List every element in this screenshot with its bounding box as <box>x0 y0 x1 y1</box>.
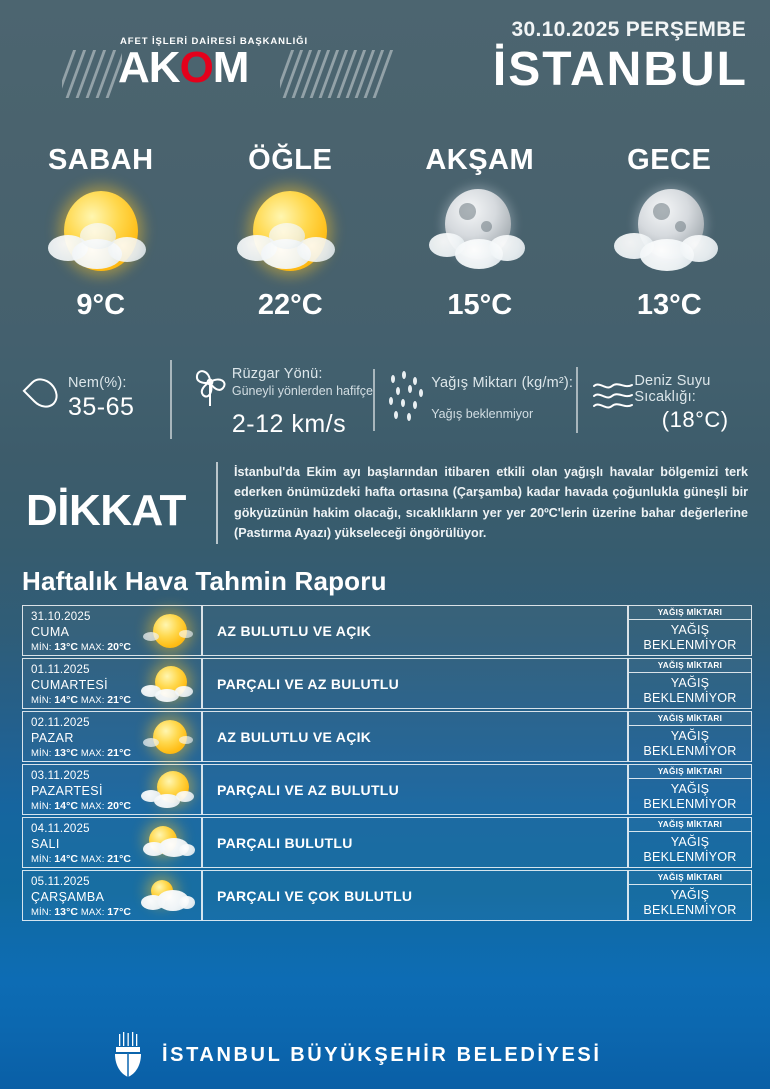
warning-text: İstanbul'da Ekim ayı başlarından itibaren etkili olan yağışlı havalar bölgemizi terk ederken önümüzdeki hafta ortasına (Çarşamba) kadar havada çoğunlukla güneşli bir gökyüzünün hakim olacağı, sıcaklıkların yer yer 20ºC'lerin üzerine bahar değerlerine (Pastırma Ayazı) yükseleceği öngörülüyor. <box>216 462 748 544</box>
table-row <box>22 870 752 921</box>
akom-logo <box>62 36 402 106</box>
rain-drops-icon <box>385 369 431 431</box>
footer-text: İSTANBUL BÜYÜKŞEHİR BELEDİYESİ <box>162 1043 602 1066</box>
row-date: 04.11.2025 <box>31 823 90 835</box>
row-day-cell <box>22 711 202 762</box>
logo-stripes-right <box>280 50 396 98</box>
header-city: İSTANBUL <box>492 43 748 96</box>
weekly-forecast-title: Haftalık Hava Tahmin Raporu <box>22 566 387 596</box>
table-row <box>22 658 752 709</box>
row-day-cell <box>22 605 202 656</box>
warning-title: DİKKAT <box>26 486 186 535</box>
rain-header: YAĞIŞ MİKTARI <box>628 817 752 832</box>
row-day-cell <box>22 764 202 815</box>
row-weekday: PAZARTESİ <box>31 783 103 798</box>
wind-direction: Güneyli yönlerden hafifçe <box>231 384 373 398</box>
row-day-cell <box>22 658 202 709</box>
sun-icon <box>139 612 195 652</box>
table-row <box>22 817 752 868</box>
akom-tagline: AFET İŞLERİ DAİRESİ BAŞKANLIĞI <box>120 36 308 47</box>
sun-behind-cloud-icon <box>139 824 195 864</box>
row-weekday: CUMARTESİ <box>31 677 108 692</box>
rain-value: YAĞIŞ BEKLENMİYOR <box>628 779 752 815</box>
rain-header: YAĞIŞ MİKTARI <box>628 870 752 885</box>
footer <box>0 1021 770 1089</box>
sea-label: Deniz Suyu Sıcaklığı: <box>634 372 711 405</box>
daypart-temp: 9°C <box>76 289 126 321</box>
row-rain-cell <box>628 605 752 656</box>
metric-humidity <box>14 369 170 431</box>
header <box>0 0 770 132</box>
rain-value: YAĞIŞ BEKLENMİYOR <box>628 832 752 868</box>
daypart-temp: 13°C <box>636 289 702 321</box>
row-description: PARÇALI VE AZ BULUTLU <box>202 764 628 815</box>
row-description: AZ BULUTLU VE AÇIK <box>202 605 628 656</box>
pinwheel-icon <box>186 360 232 422</box>
rain-header: YAĞIŞ MİKTARI <box>628 658 752 673</box>
moon-behind-cloud-icon <box>415 183 545 287</box>
row-description: PARÇALI VE ÇOK BULUTLU <box>202 870 628 921</box>
row-weekday: CUMA <box>31 624 70 639</box>
row-day-cell <box>22 870 202 921</box>
row-minmax: MİN: 13°C MAX: 21°C <box>31 747 132 760</box>
row-date: 02.11.2025 <box>31 717 90 729</box>
row-description: AZ BULUTLU VE AÇIK <box>202 711 628 762</box>
rain-value: YAĞIŞ BEKLENMİYOR <box>628 885 752 921</box>
akom-letters-ak: AK <box>118 43 180 92</box>
rain-header: YAĞIŞ MİKTARI <box>628 711 752 726</box>
akom-letter-o: O <box>179 43 213 92</box>
row-date: 31.10.2025 <box>31 611 91 623</box>
daypart-label: AKŞAM <box>425 144 535 176</box>
ibb-tulip-logo-icon <box>108 1032 148 1078</box>
sun-behind-cloud-icon <box>36 183 166 287</box>
rain-header: YAĞIŞ MİKTARI <box>628 764 752 779</box>
metric-sea-temperature <box>576 367 756 433</box>
row-minmax: MİN: 14°C MAX: 21°C <box>31 853 132 866</box>
rain-label: Yağış Miktarı (kg/m²): <box>431 374 574 391</box>
row-rain-cell <box>628 658 752 709</box>
weekly-forecast-table <box>0 605 770 921</box>
table-row <box>22 605 752 656</box>
metrics-strip <box>0 347 770 452</box>
rain-value: YAĞIŞ BEKLENMİYOR <box>628 673 752 709</box>
daypart-temp: 15°C <box>447 289 513 321</box>
metric-rain <box>373 369 576 431</box>
daypart-sabah <box>6 132 196 347</box>
moon-behind-cloud-icon <box>604 183 734 287</box>
row-rain-cell <box>628 711 752 762</box>
row-minmax: MİN: 14°C MAX: 21°C <box>31 694 132 707</box>
row-weekday: SALI <box>31 836 60 851</box>
daypart-gece <box>575 132 765 347</box>
rain-value: YAĞIŞ BEKLENMİYOR <box>628 726 752 762</box>
daypart-ogle <box>196 132 386 347</box>
row-rain-cell <box>628 817 752 868</box>
row-day-cell <box>22 817 202 868</box>
water-drop-icon <box>22 369 68 431</box>
row-date: 05.11.2025 <box>31 876 90 888</box>
rain-value: YAĞIŞ BEKLENMİYOR <box>628 620 752 656</box>
akom-letter-m: M <box>212 43 249 92</box>
row-minmax: MİN: 13°C MAX: 17°C <box>31 906 132 919</box>
row-date: 01.11.2025 <box>31 664 90 676</box>
waves-icon <box>588 367 634 429</box>
rain-header: YAĞIŞ MİKTARI <box>628 605 752 620</box>
sun-icon <box>139 718 195 758</box>
sun-behind-small-cloud-icon <box>139 771 195 811</box>
row-description: PARÇALI BULUTLU <box>202 817 628 868</box>
humidity-value: 35-65 <box>68 392 135 421</box>
row-weekday: PAZAR <box>31 730 74 745</box>
cloud-with-small-sun-icon <box>139 877 195 917</box>
daypart-aksam <box>385 132 575 347</box>
daypart-label: GECE <box>627 144 712 176</box>
daypart-list <box>0 132 770 347</box>
akom-wordmark <box>118 43 249 92</box>
row-minmax: MİN: 13°C MAX: 20°C <box>31 641 132 654</box>
daypart-label: ÖĞLE <box>248 144 333 176</box>
rain-value: Yağış beklenmiyor <box>431 406 534 421</box>
daypart-label: SABAH <box>47 144 154 176</box>
row-rain-cell <box>628 764 752 815</box>
table-row <box>22 711 752 762</box>
row-rain-cell <box>628 870 752 921</box>
sun-behind-small-cloud-icon <box>139 665 195 705</box>
row-date: 03.11.2025 <box>31 770 90 782</box>
warning-section <box>0 452 770 564</box>
wind-speed: 2-12 km/s <box>231 410 347 438</box>
wind-label: Rüzgar Yönü: <box>231 366 323 382</box>
row-minmax: MİN: 14°C MAX: 20°C <box>31 800 132 813</box>
metric-wind <box>170 360 373 439</box>
row-description: PARÇALI VE AZ BULUTLU <box>202 658 628 709</box>
humidity-label: Nem(%): <box>68 374 127 391</box>
table-row <box>22 764 752 815</box>
sea-value: (18°C) <box>661 406 729 432</box>
header-date: 30.10.2025 PERŞEMBE <box>511 18 746 41</box>
logo-stripes-left <box>62 50 122 98</box>
row-weekday: ÇARŞAMBA <box>31 889 105 904</box>
sun-behind-cloud-icon <box>225 183 355 287</box>
daypart-temp: 22°C <box>257 289 323 321</box>
